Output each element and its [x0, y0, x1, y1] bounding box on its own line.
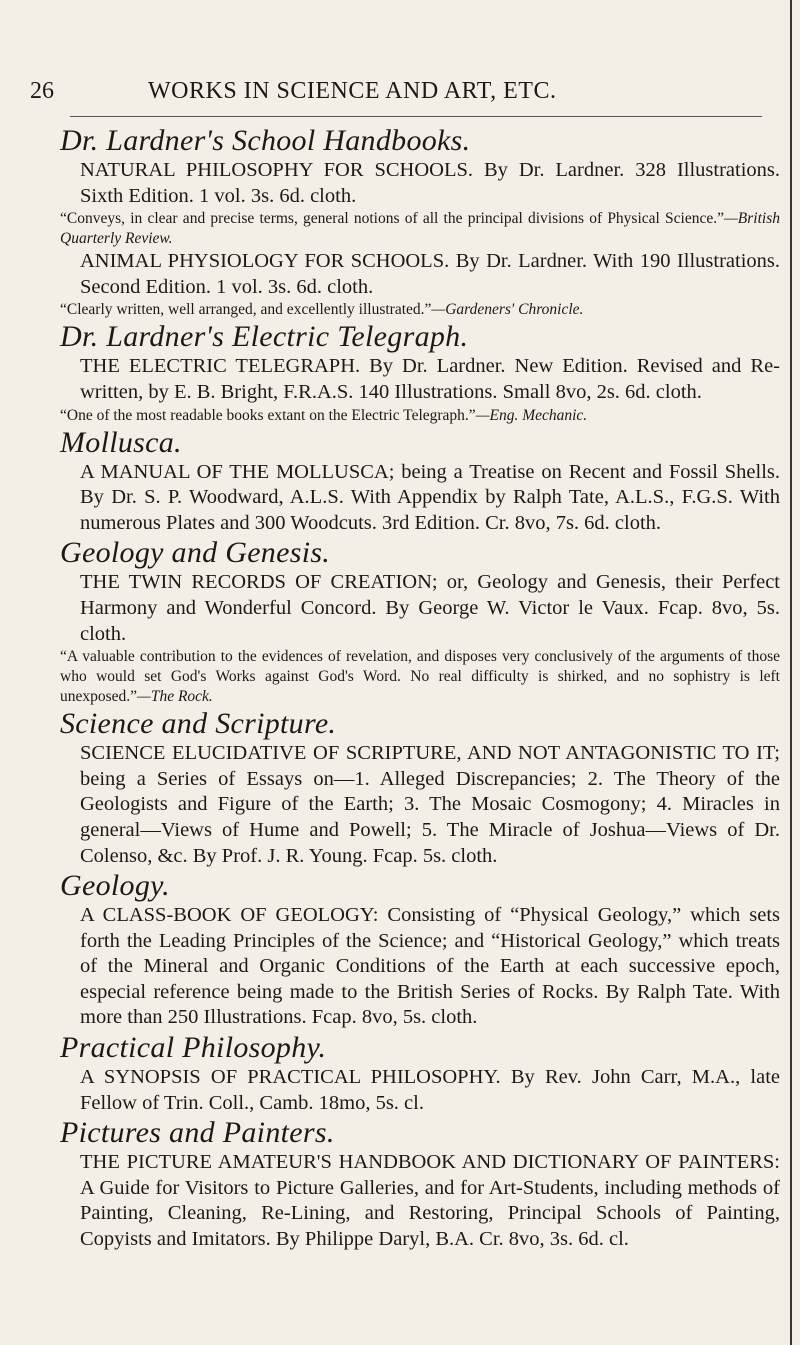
entry-description: A MANUAL OF THE MOLLUSCA; being a Treatise on Recent and Fossil Shells. By Dr. S. P. Woodward, A.L.S. With Appendix by Ralph Tate, A.L.S., F.G.S. With numerous Plates and 300 Woodcuts. 3rd Edition. Cr. 8vo, 7s. 6d. cloth.: [80, 460, 780, 534]
entry-description: ANIMAL PHYSIOLOGY FOR SCHOOLS. By Dr. Lardner. With 190 Illustrations. Second Edition. 1 vol. 3s. 6d. cloth.: [80, 250, 780, 298]
catalogue-listing: [60, 124, 780, 1253]
entry-heading: Practical Philosophy.: [60, 1031, 327, 1065]
review-quote: “One of the most readable books extant on the Electric Telegraph.”—Eng. Mechanic.: [60, 406, 588, 424]
entry-description: THE TWIN RECORDS OF CREATION; or, Geology and Genesis, their Perfect Harmony and Wonderful Concord. By George W. Victor le Vaux. Fcap. 8vo, 5s. cloth.: [80, 571, 780, 645]
running-title: WORKS IN SCIENCE AND ART, ETC.: [148, 78, 557, 104]
entry-heading: Mollusca.: [60, 425, 182, 459]
entry-geology: [60, 869, 780, 1031]
entry-heading: Geology.: [60, 869, 170, 903]
entry-heading: Geology and Genesis.: [60, 536, 331, 570]
entry-description: SCIENCE ELUCIDATIVE OF SCRIPTURE, AND NOT ANTAGONISTIC TO IT; being a Series of Essays on—1. Alleged Discrepancies; 2. The Theory of the Geologists and Figure of the Earth; 3. The Mosaic Cosmogony; 4. Miracles in general—Views of Hume and Powell; 5. The Miracle of Joshua—Views of Dr. Colenso, &c. By Prof. J. R. Young. Fcap. 5s. cloth.: [80, 742, 780, 867]
entry-practical-philosophy: [60, 1031, 780, 1116]
review-quote: “Clearly written, well arranged, and excellently illustrated.”—Gardeners' Chronicle.: [60, 301, 584, 319]
entry-description: THE PICTURE AMATEUR'S HANDBOOK AND DICTIONARY OF PAINTERS: A Guide for Visitors to Picture Galleries, and for Art-Students, including methods of Painting, Cleaning, Re-Lining, and Restoring, Principal Schools of Painting, Copyists and Imitators. By Philippe Daryl, B.A. Cr. 8vo, 3s. 6d. cl.: [80, 1151, 780, 1251]
entry-description: NATURAL PHILOSOPHY FOR SCHOOLS. By Dr. Lardner. 328 Illustrations. Sixth Edition. 1 vol. 3s. 6d. cloth.: [80, 159, 780, 207]
entry-description: THE ELECTRIC TELEGRAPH. By Dr. Lardner. New Edition. Revised and Re-written, by E. B. Bright, F.R.A.S. 140 Illustrations. Small 8vo, 2s. 6d. cloth.: [80, 355, 780, 403]
entry-heading: Science and Scripture.: [60, 707, 337, 741]
entry-description: A CLASS-BOOK OF GEOLOGY: Consisting of “Physical Geology,” which sets forth the Leading Principles of the Science; and “Historical Geology,” which treats of the Mineral and Organic Conditions of the Earth at each successive epoch, especial reference being made to the British Series of Rocks. By Ralph Tate. With more than 250 Illustrations. Fcap. 8vo, 5s. cloth.: [80, 904, 780, 1029]
review-source: —Gardeners' Chronicle.: [431, 301, 584, 319]
review-source: —Eng. Mechanic.: [475, 406, 588, 424]
review-quote: “A valuable contribution to the evidences of revelation, and disposes very conclusively of the arguments of those who would set God's Works against God's Word. No real difficulty is shirked, and no sophistry is left unexposed.”—The Rock.: [60, 648, 780, 706]
entry-lardner-electric-telegraph: [60, 320, 780, 425]
page-edge-rule: [790, 0, 792, 1345]
entry-pictures-and-painters: [60, 1116, 780, 1252]
entry-description: A SYNOPSIS OF PRACTICAL PHILOSOPHY. By Rev. John Carr, M.A., late Fellow of Trin. Coll., Camb. 18mo, 5s. cl.: [80, 1066, 780, 1114]
review-source: —The Rock.: [137, 688, 213, 706]
entry-heading: Pictures and Painters.: [60, 1116, 335, 1150]
entry-lardner-school-handbooks: [60, 124, 780, 320]
page-header: [30, 78, 750, 112]
entry-heading: Dr. Lardner's Electric Telegraph.: [60, 320, 469, 354]
entry-heading: Dr. Lardner's School Handbooks.: [60, 124, 471, 157]
page-number: 26: [30, 78, 54, 104]
review-source: —British Quarterly Review.: [60, 210, 780, 248]
header-rule: [70, 116, 762, 117]
entry-geology-and-genesis: [60, 536, 780, 707]
entry-mollusca: [60, 426, 780, 537]
entry-science-and-scripture: [60, 707, 780, 869]
review-quote: “Conveys, in clear and precise terms, general notions of all the principal divisions of Physical Science.”—British Quarterly Review.: [60, 210, 780, 248]
